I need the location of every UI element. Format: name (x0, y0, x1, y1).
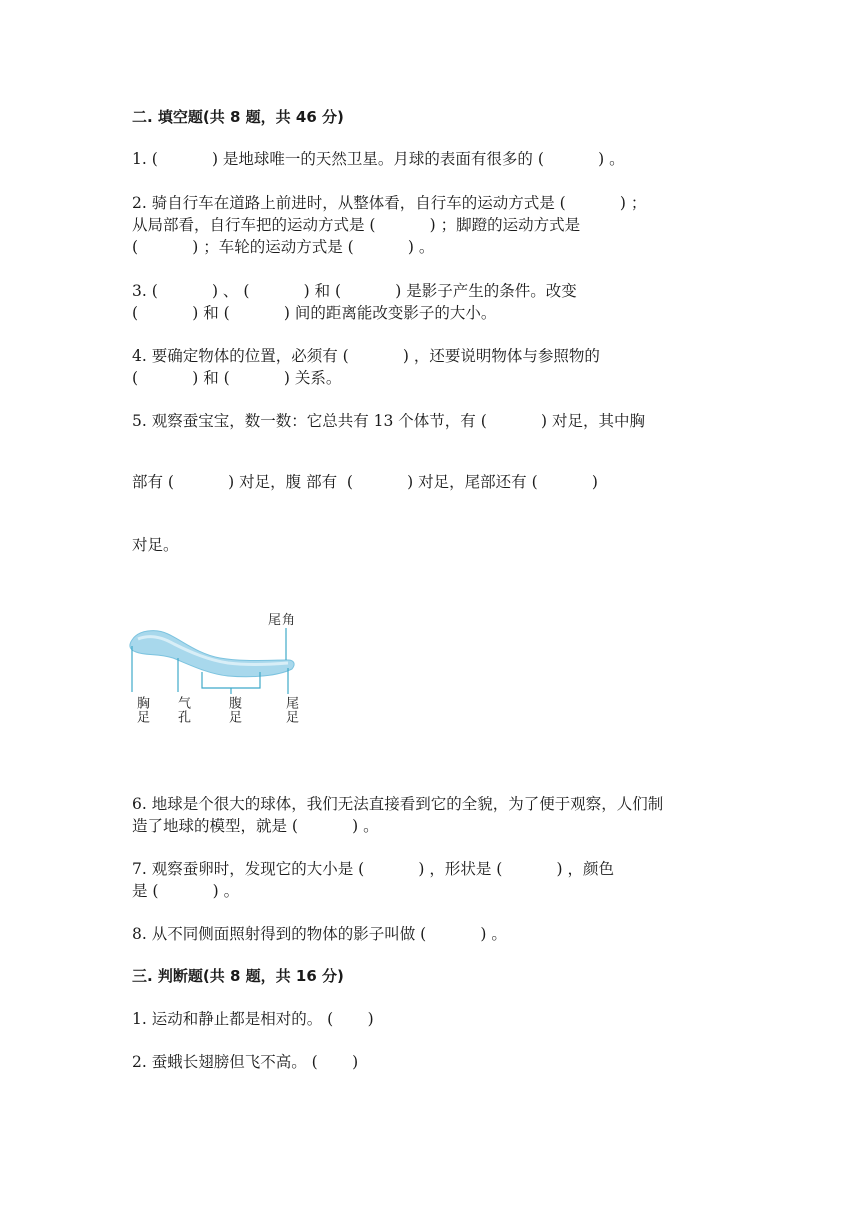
question-5-line-3: 对足。 (132, 536, 179, 554)
label-spiracle: 气孔 (175, 696, 190, 724)
section-3-heading: 三. 判断题(共 8 题，共 16 分) (132, 967, 344, 985)
label-belly-feet: 腹足 (226, 696, 241, 724)
judge-question-1: 1. 运动和静止都是相对的。 ( ) (132, 1010, 374, 1028)
question-5-line-2: 部有 ( ) 对足，腹 部有 ( ) 对足，尾部还有 ( ) (132, 473, 598, 491)
question-1: 1. ( ) 是地球唯一的天然卫星。月球的表面有很多的 ( ) 。 (132, 150, 625, 168)
question-3-line-2: ( ) 和 ( ) 间的距离能改变影子的大小。 (132, 304, 497, 322)
label-tail-feet: 尾足 (283, 696, 298, 724)
question-6-line-2: 造了地球的模型，就是 ( ) 。 (132, 817, 379, 835)
question-5-line-1: 5. 观察蚕宝宝，数一数：它总共有 13 个体节，有 ( ) 对足，其中胸 (132, 412, 645, 430)
question-2-line-3: ( ) ；车轮的运动方式是 ( ) 。 (132, 238, 435, 256)
label-chest-feet: 胸足 (134, 696, 149, 724)
question-4-line-2: ( ) 和 ( ) 关系。 (132, 369, 342, 387)
question-4-line-1: 4. 要确定物体的位置，必须有 ( ) ，还要说明物体与参照物的 (132, 347, 600, 365)
judge-question-2: 2. 蚕蛾长翅膀但飞不高。 ( ) (132, 1053, 359, 1071)
section-2-heading: 二. 填空题(共 8 题，共 46 分) (132, 108, 344, 126)
question-7-line-2: 是 ( ) 。 (132, 882, 240, 900)
label-tail-horn: 尾角 (268, 613, 297, 628)
question-2-line-1: 2. 骑自行车在道路上前进时，从整体看，自行车的运动方式是 ( ) ； (132, 194, 647, 212)
question-2-line-2: 从局部看，自行车把的运动方式是 ( ) ；脚蹬的运动方式是 (132, 216, 581, 234)
question-7-line-1: 7. 观察蚕卵时，发现它的大小是 ( ) ，形状是 ( ) ，颜色 (132, 860, 615, 878)
question-6-line-1: 6. 地球是个很大的球体，我们无法直接看到它的全貌，为了便于观察，人们制 (132, 795, 664, 813)
question-8: 8. 从不同侧面照射得到的物体的影子叫做 ( ) 。 (132, 925, 507, 943)
question-3-line-1: 3. ( ) 、 ( ) 和 ( ) 是影子产生的条件。改变 (132, 282, 577, 300)
